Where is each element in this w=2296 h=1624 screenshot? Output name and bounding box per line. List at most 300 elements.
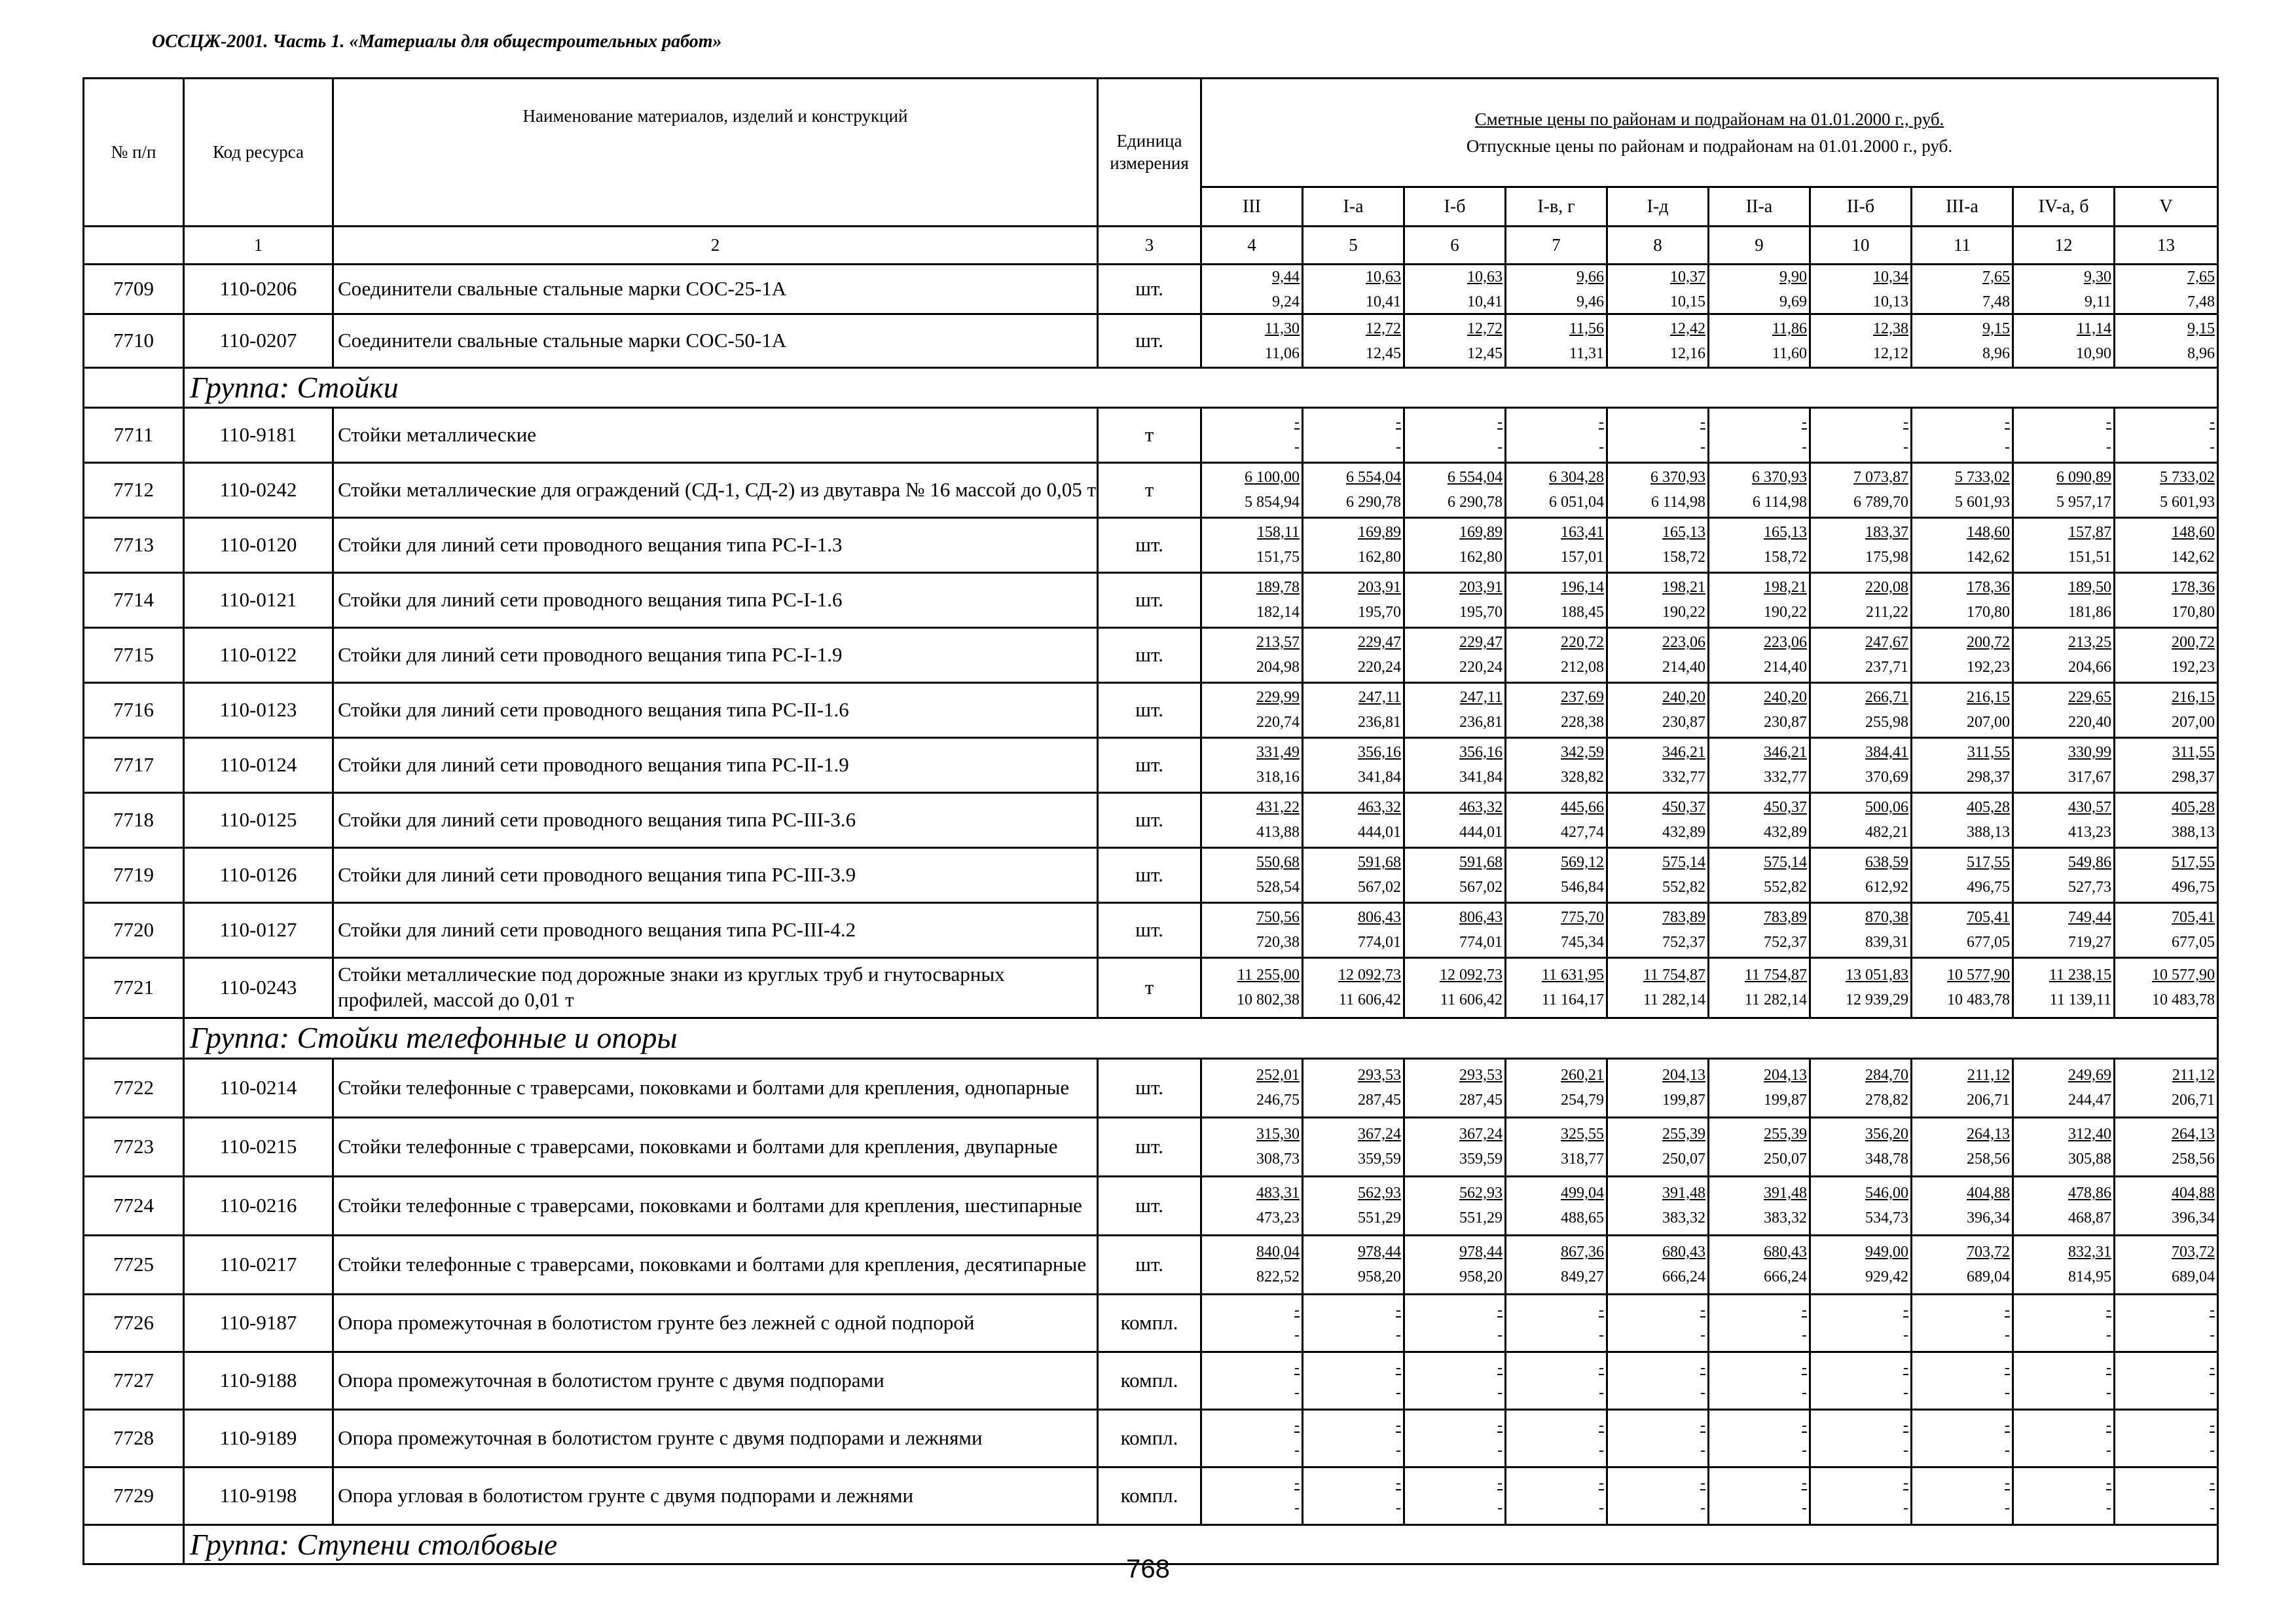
estimate-price: 12,38 xyxy=(1873,320,1908,337)
release-price: 204,66 xyxy=(2068,659,2111,676)
material-name: Стойки для линий сети проводного вещания типа РС-III-4.2 xyxy=(333,902,1098,957)
header-prices xyxy=(1201,79,2218,187)
estimate-price: 293,53 xyxy=(1459,1067,1503,1084)
table-row xyxy=(84,1467,2218,1524)
price-cell xyxy=(2013,847,2115,902)
release-price: 5 601,93 xyxy=(1955,494,2010,511)
release-price: 774,01 xyxy=(1459,934,1503,951)
release-price: 318,77 xyxy=(1561,1151,1604,1168)
running-head: ОССЦЖ-2001. Часть 1. «Материалы для общестроительных работ» xyxy=(152,31,722,52)
release-price: 552,82 xyxy=(1662,879,1705,896)
release-price: - xyxy=(1599,1500,1604,1517)
estimate-price: 266,71 xyxy=(1865,689,1908,706)
price-cell xyxy=(1912,1117,2013,1176)
price-cell xyxy=(1607,847,1709,902)
release-price: 162,80 xyxy=(1459,549,1503,566)
price-cell xyxy=(1506,1409,1607,1467)
estimate-price: 703,72 xyxy=(2172,1244,2215,1261)
price-cell xyxy=(1810,462,1912,517)
unit: компл. xyxy=(1098,1352,1201,1409)
price-table xyxy=(82,77,2219,1565)
price-cell xyxy=(1303,1117,1404,1176)
price-cell xyxy=(2115,682,2218,737)
release-price: 151,51 xyxy=(2068,549,2111,566)
estimate-price: 12,42 xyxy=(1670,320,1705,337)
price-cell xyxy=(1404,737,1506,792)
price-cell xyxy=(1709,1058,1810,1117)
price-cell xyxy=(1810,792,1912,847)
estimate-price: - xyxy=(2005,1475,2010,1492)
group-heading: Группа: Стойки телефонные и опоры xyxy=(184,1018,2218,1058)
estimate-price: 346,21 xyxy=(1662,744,1705,761)
price-cell xyxy=(2013,265,2115,314)
release-price: 9,69 xyxy=(1779,293,1807,310)
price-cell xyxy=(1201,1058,1303,1117)
release-price: 170,80 xyxy=(2172,604,2215,621)
release-price: 214,40 xyxy=(1662,659,1705,676)
row-number: 7719 xyxy=(84,847,184,902)
price-cell xyxy=(2115,1058,2218,1117)
estimate-price: 405,28 xyxy=(1967,799,2010,816)
material-name: Опора промежуточная в болотистом грунте с двумя подпорами и лежнями xyxy=(333,1409,1098,1467)
estimate-price: 10,63 xyxy=(1467,268,1503,286)
price-cell xyxy=(2013,902,2115,957)
release-price: - xyxy=(2106,439,2111,456)
estimate-price: 450,37 xyxy=(1662,799,1705,816)
release-price: 8,96 xyxy=(2187,344,2215,362)
price-cell xyxy=(1607,314,1709,368)
price-cell xyxy=(1201,1176,1303,1235)
estimate-price: 6 370,93 xyxy=(1650,469,1705,486)
price-cell xyxy=(1810,1467,1912,1524)
estimate-price: 216,15 xyxy=(2172,689,2215,706)
estimate-price: 342,59 xyxy=(1561,744,1604,761)
header-region: II-б xyxy=(1810,187,1912,227)
estimate-price: - xyxy=(1396,414,1401,431)
price-cell xyxy=(1607,902,1709,957)
price-cell xyxy=(2115,957,2218,1018)
estimate-price: - xyxy=(1396,1417,1401,1434)
estimate-price: - xyxy=(1396,1302,1401,1319)
price-cell xyxy=(1201,265,1303,314)
table-row xyxy=(84,792,2218,847)
release-price: 8,96 xyxy=(1982,344,2010,362)
price-cell xyxy=(1404,265,1506,314)
price-cell xyxy=(1912,737,2013,792)
estimate-price: 840,04 xyxy=(1256,1244,1300,1261)
price-cell xyxy=(1709,957,1810,1018)
release-price: 10,41 xyxy=(1467,293,1503,310)
price-cell xyxy=(1607,1467,1709,1524)
unit: шт. xyxy=(1098,847,1201,902)
unit: т xyxy=(1098,957,1201,1018)
release-price: 182,14 xyxy=(1256,604,1300,621)
price-cell xyxy=(1506,1176,1607,1235)
price-cell xyxy=(2115,1117,2218,1176)
estimate-price: - xyxy=(2210,1475,2215,1492)
release-price: 158,72 xyxy=(1662,549,1705,566)
release-price: 11,60 xyxy=(1772,344,1807,362)
release-price: 720,38 xyxy=(1256,934,1300,951)
estimate-price: 11 238,15 xyxy=(2049,967,2111,984)
unit: шт. xyxy=(1098,1117,1201,1176)
column-number: 12 xyxy=(2013,227,2115,265)
price-cell xyxy=(2115,1176,2218,1235)
estimate-price: 240,20 xyxy=(1662,689,1705,706)
release-price: 195,70 xyxy=(1358,604,1401,621)
price-cell xyxy=(1709,1294,1810,1352)
estimate-price: - xyxy=(1903,1359,1908,1376)
release-price: 752,37 xyxy=(1764,934,1807,951)
price-cell xyxy=(1912,1058,2013,1117)
release-price: 220,24 xyxy=(1358,659,1401,676)
resource-code: 110-0126 xyxy=(184,847,333,902)
table-row xyxy=(84,847,2218,902)
estimate-price: - xyxy=(1599,1302,1604,1319)
estimate-price: 260,21 xyxy=(1561,1067,1604,1084)
price-cell xyxy=(1912,407,2013,462)
unit: шт. xyxy=(1098,737,1201,792)
price-cell xyxy=(1404,792,1506,847)
release-price: 278,82 xyxy=(1865,1092,1908,1109)
release-price: 195,70 xyxy=(1459,604,1503,621)
price-cell xyxy=(1303,957,1404,1018)
estimate-price: 562,93 xyxy=(1358,1185,1401,1202)
column-number: 6 xyxy=(1404,227,1506,265)
column-number: 5 xyxy=(1303,227,1404,265)
price-cell xyxy=(1404,314,1506,368)
row-number: 7722 xyxy=(84,1058,184,1117)
estimate-price: 10 577,90 xyxy=(2152,967,2215,984)
release-price: 10,41 xyxy=(1366,293,1401,310)
material-name: Стойки для линий сети проводного вещания типа РС-I-1.6 xyxy=(333,572,1098,627)
material-name: Стойки для линий сети проводного вещания типа РС-I-1.3 xyxy=(333,517,1098,572)
price-cell xyxy=(1912,1467,2013,1524)
estimate-price: 404,88 xyxy=(2172,1185,2215,1202)
release-price: - xyxy=(1802,439,1807,456)
unit: компл. xyxy=(1098,1409,1201,1467)
price-cell xyxy=(1810,1058,1912,1117)
estimate-price: - xyxy=(1497,1359,1503,1376)
release-price: 10 802,38 xyxy=(1237,991,1300,1008)
header-region: III-а xyxy=(1912,187,2013,227)
release-price: 534,73 xyxy=(1865,1209,1908,1227)
release-price: 142,62 xyxy=(1967,549,2010,566)
estimate-price: 165,13 xyxy=(1662,524,1705,541)
release-price: 370,69 xyxy=(1865,769,1908,786)
estimate-price: 5 733,02 xyxy=(1955,469,2010,486)
estimate-price: 220,08 xyxy=(1865,579,1908,596)
group-blank xyxy=(84,368,184,408)
estimate-price: 331,49 xyxy=(1256,744,1300,761)
price-cell xyxy=(1912,957,2013,1018)
estimate-price: 5 733,02 xyxy=(2160,469,2215,486)
material-name: Стойки для линий сети проводного вещания типа РС-II-1.9 xyxy=(333,737,1098,792)
estimate-price: 978,44 xyxy=(1358,1244,1401,1261)
release-price: 199,87 xyxy=(1662,1092,1705,1109)
estimate-price: 189,78 xyxy=(1256,579,1300,596)
table-row xyxy=(84,1176,2218,1235)
price-cell xyxy=(1303,1176,1404,1235)
price-cell xyxy=(2115,902,2218,957)
release-price: - xyxy=(1802,1442,1807,1459)
estimate-price: 391,48 xyxy=(1662,1185,1705,1202)
price-cell xyxy=(1506,462,1607,517)
header-prices-release: Отпускные цены по районам и подрайонам на 01.01.2000 г., руб. xyxy=(1466,136,1953,156)
release-price: 12,12 xyxy=(1873,344,1908,362)
price-cell xyxy=(1810,847,1912,902)
price-cell xyxy=(2115,517,2218,572)
price-cell xyxy=(1303,627,1404,682)
row-number: 7721 xyxy=(84,957,184,1018)
price-cell xyxy=(2013,737,2115,792)
release-price: 237,71 xyxy=(1865,659,1908,676)
estimate-price: 229,47 xyxy=(1358,634,1401,651)
material-name: Стойки телефонные с траверсами, поковками и болтами для крепления, двупарные xyxy=(333,1117,1098,1176)
estimate-price: 178,36 xyxy=(1967,579,2010,596)
release-price: 10 483,78 xyxy=(2152,991,2215,1008)
price-cell xyxy=(1201,1117,1303,1176)
estimate-price: 978,44 xyxy=(1459,1244,1503,1261)
price-cell xyxy=(1201,1352,1303,1409)
estimate-price: 9,15 xyxy=(1982,320,2010,337)
material-name: Стойки для линий сети проводного вещания типа РС-I-1.9 xyxy=(333,627,1098,682)
resource-code: 110-0243 xyxy=(184,957,333,1018)
estimate-price: 867,36 xyxy=(1561,1244,1604,1261)
release-price: - xyxy=(1396,1384,1401,1401)
release-price: - xyxy=(1903,1384,1908,1401)
row-number: 7712 xyxy=(84,462,184,517)
material-name: Стойки для линий сети проводного вещания типа РС-III-3.9 xyxy=(333,847,1098,902)
unit: шт. xyxy=(1098,902,1201,957)
price-cell xyxy=(1810,1235,1912,1294)
estimate-price: - xyxy=(2005,1359,2010,1376)
price-cell xyxy=(1810,1294,1912,1352)
release-price: - xyxy=(2210,1500,2215,1517)
release-price: 341,84 xyxy=(1358,769,1401,786)
estimate-price: - xyxy=(2005,1302,2010,1319)
price-cell xyxy=(1607,265,1709,314)
release-price: - xyxy=(2005,439,2010,456)
unit: шт. xyxy=(1098,1235,1201,1294)
release-price: 383,32 xyxy=(1662,1209,1705,1227)
release-price: 6 789,70 xyxy=(1853,494,1908,511)
price-cell xyxy=(1810,517,1912,572)
estimate-price: 220,72 xyxy=(1561,634,1604,651)
price-cell xyxy=(1404,407,1506,462)
release-price: 413,88 xyxy=(1256,824,1300,841)
price-cell xyxy=(2013,1294,2115,1352)
release-price: 220,24 xyxy=(1459,659,1503,676)
estimate-price: 7,65 xyxy=(1982,268,2010,286)
price-cell xyxy=(1404,847,1506,902)
release-price: 11 139,11 xyxy=(2049,991,2111,1008)
unit: шт. xyxy=(1098,572,1201,627)
price-cell xyxy=(1303,462,1404,517)
estimate-price: 430,57 xyxy=(2068,799,2111,816)
header-region: II-а xyxy=(1709,187,1810,227)
row-number: 7727 xyxy=(84,1352,184,1409)
estimate-price: 211,12 xyxy=(1967,1067,2010,1084)
estimate-price: 356,16 xyxy=(1358,744,1401,761)
price-cell xyxy=(2115,1352,2218,1409)
price-cell xyxy=(1607,792,1709,847)
price-cell xyxy=(1404,902,1506,957)
material-name: Опора угловая в болотистом грунте с двумя подпорами и лежнями xyxy=(333,1467,1098,1524)
unit: т xyxy=(1098,462,1201,517)
estimate-price: 680,43 xyxy=(1764,1244,1807,1261)
unit: шт. xyxy=(1098,1176,1201,1235)
release-price: - xyxy=(1396,1500,1401,1517)
row-number: 7710 xyxy=(84,314,184,368)
release-price: 142,62 xyxy=(2172,549,2215,566)
price-cell xyxy=(2013,1352,2115,1409)
release-price: 190,22 xyxy=(1764,604,1807,621)
column-number: 8 xyxy=(1607,227,1709,265)
price-cell xyxy=(1912,792,2013,847)
release-price: 432,89 xyxy=(1764,824,1807,841)
estimate-price: 783,89 xyxy=(1662,909,1705,926)
release-price: - xyxy=(2005,1327,2010,1344)
estimate-price: - xyxy=(1700,1302,1705,1319)
release-price: 689,04 xyxy=(2172,1268,2215,1285)
price-cell xyxy=(1607,462,1709,517)
release-price: 220,74 xyxy=(1256,714,1300,731)
unit: шт. xyxy=(1098,265,1201,314)
release-price: - xyxy=(1802,1500,1807,1517)
price-cell xyxy=(1506,792,1607,847)
release-price: 11,06 xyxy=(1264,344,1300,362)
price-cell xyxy=(1303,517,1404,572)
release-price: 383,32 xyxy=(1764,1209,1807,1227)
price-cell xyxy=(1709,265,1810,314)
material-name: Соединители свальные стальные марки СОС-50-1А xyxy=(333,314,1098,368)
estimate-price: 705,41 xyxy=(1967,909,2010,926)
resource-code: 110-0122 xyxy=(184,627,333,682)
release-price: 666,24 xyxy=(1662,1268,1705,1285)
release-price: 396,34 xyxy=(1967,1209,2010,1227)
price-cell xyxy=(2013,1467,2115,1524)
release-price: 246,75 xyxy=(1256,1092,1300,1109)
estimate-price: 203,91 xyxy=(1459,579,1503,596)
estimate-price: 517,55 xyxy=(2172,854,2215,871)
resource-code: 110-9181 xyxy=(184,407,333,462)
release-price: 250,07 xyxy=(1764,1151,1807,1168)
release-price: 551,29 xyxy=(1358,1209,1401,1227)
price-cell xyxy=(1201,627,1303,682)
price-cell xyxy=(1607,737,1709,792)
estimate-price: - xyxy=(2210,1359,2215,1376)
row-number: 7715 xyxy=(84,627,184,682)
estimate-price: 11 754,87 xyxy=(1744,967,1807,984)
estimate-price: - xyxy=(1294,1475,1300,1492)
estimate-price: 255,39 xyxy=(1764,1126,1807,1143)
release-price: 958,20 xyxy=(1358,1268,1401,1285)
release-price: - xyxy=(2210,1442,2215,1459)
release-price: 496,75 xyxy=(1967,879,2010,896)
price-cell xyxy=(2115,1467,2218,1524)
release-price: 849,27 xyxy=(1561,1268,1604,1285)
price-cell xyxy=(1201,682,1303,737)
estimate-price: 189,50 xyxy=(2068,579,2111,596)
release-price: 567,02 xyxy=(1358,879,1401,896)
header-region: I-б xyxy=(1404,187,1506,227)
estimate-price: 949,00 xyxy=(1865,1244,1908,1261)
estimate-price: 783,89 xyxy=(1764,909,1807,926)
release-price: 206,71 xyxy=(2172,1092,2215,1109)
estimate-price: 249,69 xyxy=(2068,1067,2111,1084)
release-price: 236,81 xyxy=(1459,714,1503,731)
column-number: 1 xyxy=(184,227,333,265)
price-cell xyxy=(1912,462,2013,517)
release-price: 427,74 xyxy=(1561,824,1604,841)
header-region: I-а xyxy=(1303,187,1404,227)
release-price: - xyxy=(1903,439,1908,456)
release-price: 752,37 xyxy=(1662,934,1705,951)
price-cell xyxy=(1303,572,1404,627)
estimate-price: 325,55 xyxy=(1561,1126,1604,1143)
unit: компл. xyxy=(1098,1294,1201,1352)
release-price: 677,05 xyxy=(1967,934,2010,951)
release-price: 527,73 xyxy=(2068,879,2111,896)
group-row xyxy=(84,1018,2218,1058)
resource-code: 110-9187 xyxy=(184,1294,333,1352)
price-cell xyxy=(1506,957,1607,1018)
release-price: - xyxy=(1396,1442,1401,1459)
price-cell xyxy=(1506,1352,1607,1409)
estimate-price: 6 554,04 xyxy=(1448,469,1503,486)
release-price: - xyxy=(1903,1500,1908,1517)
release-price: 254,79 xyxy=(1561,1092,1604,1109)
price-cell xyxy=(1709,1352,1810,1409)
estimate-price: 169,89 xyxy=(1358,524,1401,541)
estimate-price: - xyxy=(1497,414,1503,431)
price-cell xyxy=(2115,314,2218,368)
estimate-price: 9,66 xyxy=(1576,268,1604,286)
estimate-price: 237,69 xyxy=(1561,689,1604,706)
estimate-price: 11,56 xyxy=(1569,320,1604,337)
header-region: I-д xyxy=(1607,187,1709,227)
price-cell xyxy=(1506,1058,1607,1117)
price-cell xyxy=(1303,1294,1404,1352)
price-cell xyxy=(2115,1409,2218,1467)
release-price: - xyxy=(1700,1500,1705,1517)
release-price: 567,02 xyxy=(1459,879,1503,896)
column-number: 13 xyxy=(2115,227,2218,265)
price-cell xyxy=(2115,1294,2218,1352)
table-row xyxy=(84,1409,2218,1467)
release-price: 151,75 xyxy=(1256,549,1300,566)
table-row xyxy=(84,957,2218,1018)
estimate-price: - xyxy=(1497,1475,1503,1492)
estimate-price: 703,72 xyxy=(1967,1244,2010,1261)
estimate-price: 284,70 xyxy=(1865,1067,1908,1084)
release-price: 413,23 xyxy=(2068,824,2111,841)
price-cell xyxy=(1607,1176,1709,1235)
resource-code: 110-0216 xyxy=(184,1176,333,1235)
release-price: - xyxy=(2210,1327,2215,1344)
price-cell xyxy=(1404,1409,1506,1467)
price-cell xyxy=(1404,572,1506,627)
price-cell xyxy=(2013,314,2115,368)
release-price: 287,45 xyxy=(1459,1092,1503,1109)
price-cell xyxy=(1506,847,1607,902)
estimate-price: - xyxy=(1396,1475,1401,1492)
estimate-price: 148,60 xyxy=(2172,524,2215,541)
material-name: Стойки металлические xyxy=(333,407,1098,462)
release-price: 359,59 xyxy=(1358,1151,1401,1168)
release-price: 158,72 xyxy=(1764,549,1807,566)
